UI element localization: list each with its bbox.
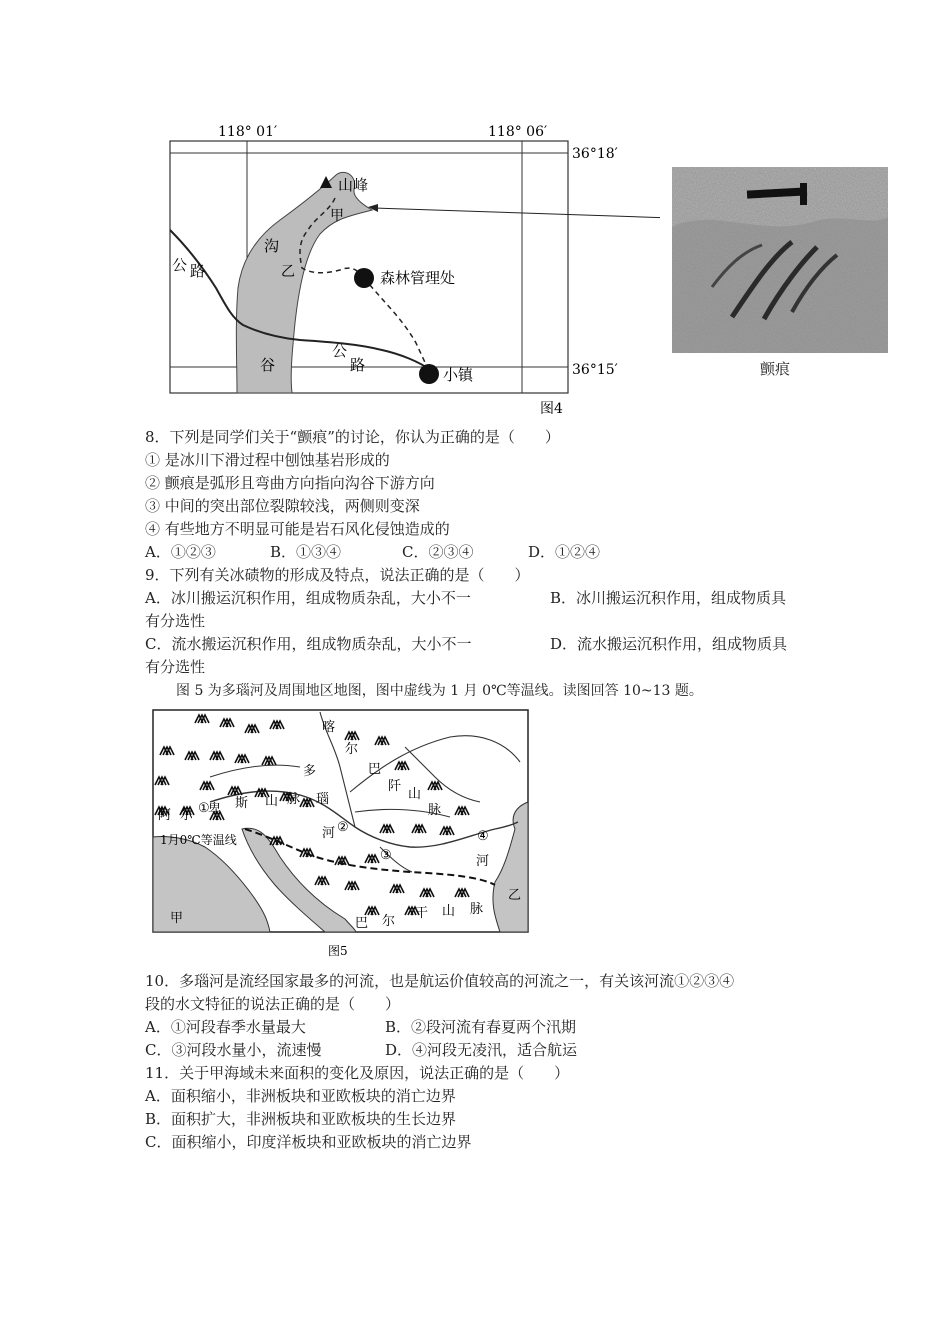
road-bottom-char-2: 路 xyxy=(350,356,366,374)
label-shan: 山 xyxy=(408,787,422,802)
q8-statement-1: ① 是冰川下滑过程中刨蚀基岩形成的 xyxy=(145,451,390,469)
lat-bottom-label: 36°15′ xyxy=(572,362,618,378)
label-circle-4: ④ xyxy=(477,829,489,844)
label-mai: 脉 xyxy=(428,803,442,818)
q9-option-b-continued: 有分选性 xyxy=(145,612,206,630)
label-he-2: 河 xyxy=(476,854,490,869)
q10-option-a: A．①河段春季水量最大 xyxy=(145,1018,306,1036)
label-bei: 卑 xyxy=(208,802,222,817)
figure-5-caption: 图5 xyxy=(328,944,348,958)
valley-char-2: 谷 xyxy=(260,356,276,374)
label-circle-2: ② xyxy=(337,820,349,835)
trail-lower xyxy=(364,278,429,372)
label-ba: 巴 xyxy=(368,762,382,777)
label-circle-1: ① xyxy=(198,801,210,816)
figure-5-map xyxy=(150,707,535,962)
label-er2: 尔 xyxy=(180,808,194,823)
lon-right-label: 118° 06′ xyxy=(488,124,548,140)
road-bottom-char-1: 公 xyxy=(332,342,348,360)
label-a: 阿 xyxy=(158,808,172,823)
q11-option-c: C．面积缩小，印度洋板块和亚欧板块的消亡边界 xyxy=(145,1133,472,1151)
forest-office-marker xyxy=(354,268,374,288)
figure-5-intro: 图 5 为多瑙河及周围地区地图，图中虚线为 1 月 0℃等温线。读图回答 10~13 题。 xyxy=(176,683,703,699)
forest-office-label: 森林管理处 xyxy=(380,269,456,287)
label-ba2: 巴 xyxy=(355,916,369,931)
road-left-char-1: 公 xyxy=(172,256,188,274)
q10-option-c: C．③河段水量小，流速慢 xyxy=(145,1041,322,1059)
label-isotherm: 1月0℃等温线 xyxy=(160,833,237,847)
label-mai3: 脉 xyxy=(470,902,484,917)
town-label: 小镇 xyxy=(443,366,474,384)
lat-top-label: 36°18′ xyxy=(572,146,618,162)
q8-option-b: B．①③④ xyxy=(270,543,342,561)
label-jia: 甲 xyxy=(170,911,184,926)
chatter-marks-photo xyxy=(672,167,888,353)
label-shan2: 山 xyxy=(265,794,279,809)
q11-stem: 11．关于甲海域未来面积的变化及原因，说法正确的是（ ） xyxy=(145,1064,570,1082)
label-circle-3: ③ xyxy=(380,848,392,863)
map-frame xyxy=(170,141,568,393)
label-duo: 多 xyxy=(303,764,317,779)
q8-option-d: D．①②④ xyxy=(528,543,601,561)
q10-stem-continued: 段的水文特征的说法正确的是（ ） xyxy=(145,995,401,1013)
q11-option-a: A．面积缩小，非洲板块和亚欧板块的消亡边界 xyxy=(145,1087,456,1105)
q8-statement-4: ④ 有些地方不明显可能是岩石风化侵蚀造成的 xyxy=(145,520,450,538)
label-he-1: 河 xyxy=(322,826,336,841)
label-er: 尔 xyxy=(345,742,359,757)
q8-statement-3: ③ 中间的突出部位裂隙较浅，两侧则变深 xyxy=(145,497,420,515)
lon-left-label: 118° 01′ xyxy=(218,124,278,140)
q9-option-d: D．流水搬运沉积作用，组成物质具 xyxy=(550,635,788,653)
pointer-line xyxy=(374,208,660,218)
label-gan: 干 xyxy=(415,906,429,921)
q8-option-a: A．①②③ xyxy=(145,543,216,561)
q8-statement-2: ② 颤痕是弧形且弯曲方向指向沟谷下游方向 xyxy=(145,474,435,492)
figure-4-map xyxy=(140,118,660,423)
q9-option-a: A．冰川搬运沉积作用，组成物质杂乱，大小不一 xyxy=(145,589,471,607)
peak-label: 山峰 xyxy=(338,176,369,194)
label-shan3: 山 xyxy=(442,904,456,919)
q9-stem: 9．下列有关冰碛物的形成及特点，说法正确的是（ ） xyxy=(145,566,530,584)
label-er3: 尔 xyxy=(382,914,396,929)
q10-stem: 10．多瑙河是流经国家最多的河流，也是航运价值较高的河流之一，有关该河流①②③④ xyxy=(145,972,735,990)
q10-option-b: B．②段河流有春夏两个汛期 xyxy=(385,1018,577,1036)
q11-option-b: B．面积扩大，非洲板块和亚欧板块的生长边界 xyxy=(145,1110,457,1128)
figure-4-caption: 图4 xyxy=(540,401,563,417)
label-yi: 乙 xyxy=(508,888,522,903)
label-qian: 阡 xyxy=(388,779,402,794)
photo-caption: 颤痕 xyxy=(760,360,791,378)
point-yi-label: 乙 xyxy=(281,264,295,280)
q9-option-d-continued: 有分选性 xyxy=(145,658,206,676)
label-mai2: 脉 xyxy=(287,792,301,807)
label-si: 斯 xyxy=(235,796,249,811)
q8-option-c: C．②③④ xyxy=(402,543,474,561)
point-jia-label: 甲 xyxy=(330,208,344,224)
q9-option-b: B．冰川搬运沉积作用，组成物质具 xyxy=(550,589,787,607)
road-left-char-2: 路 xyxy=(190,262,206,280)
q10-option-d: D．④河段无凌汛，适合航运 xyxy=(385,1041,578,1059)
q9-option-c: C．流水搬运沉积作用，组成物质杂乱，大小不一 xyxy=(145,635,472,653)
label-nao: 瑙 xyxy=(316,792,330,807)
label-ka: 喀 xyxy=(322,720,336,735)
q8-stem: 8．下列是同学们关于“颤痕”的讨论，你认为正确的是（ ） xyxy=(145,428,560,446)
town-marker xyxy=(419,364,439,384)
valley-char-1: 沟 xyxy=(264,237,280,255)
